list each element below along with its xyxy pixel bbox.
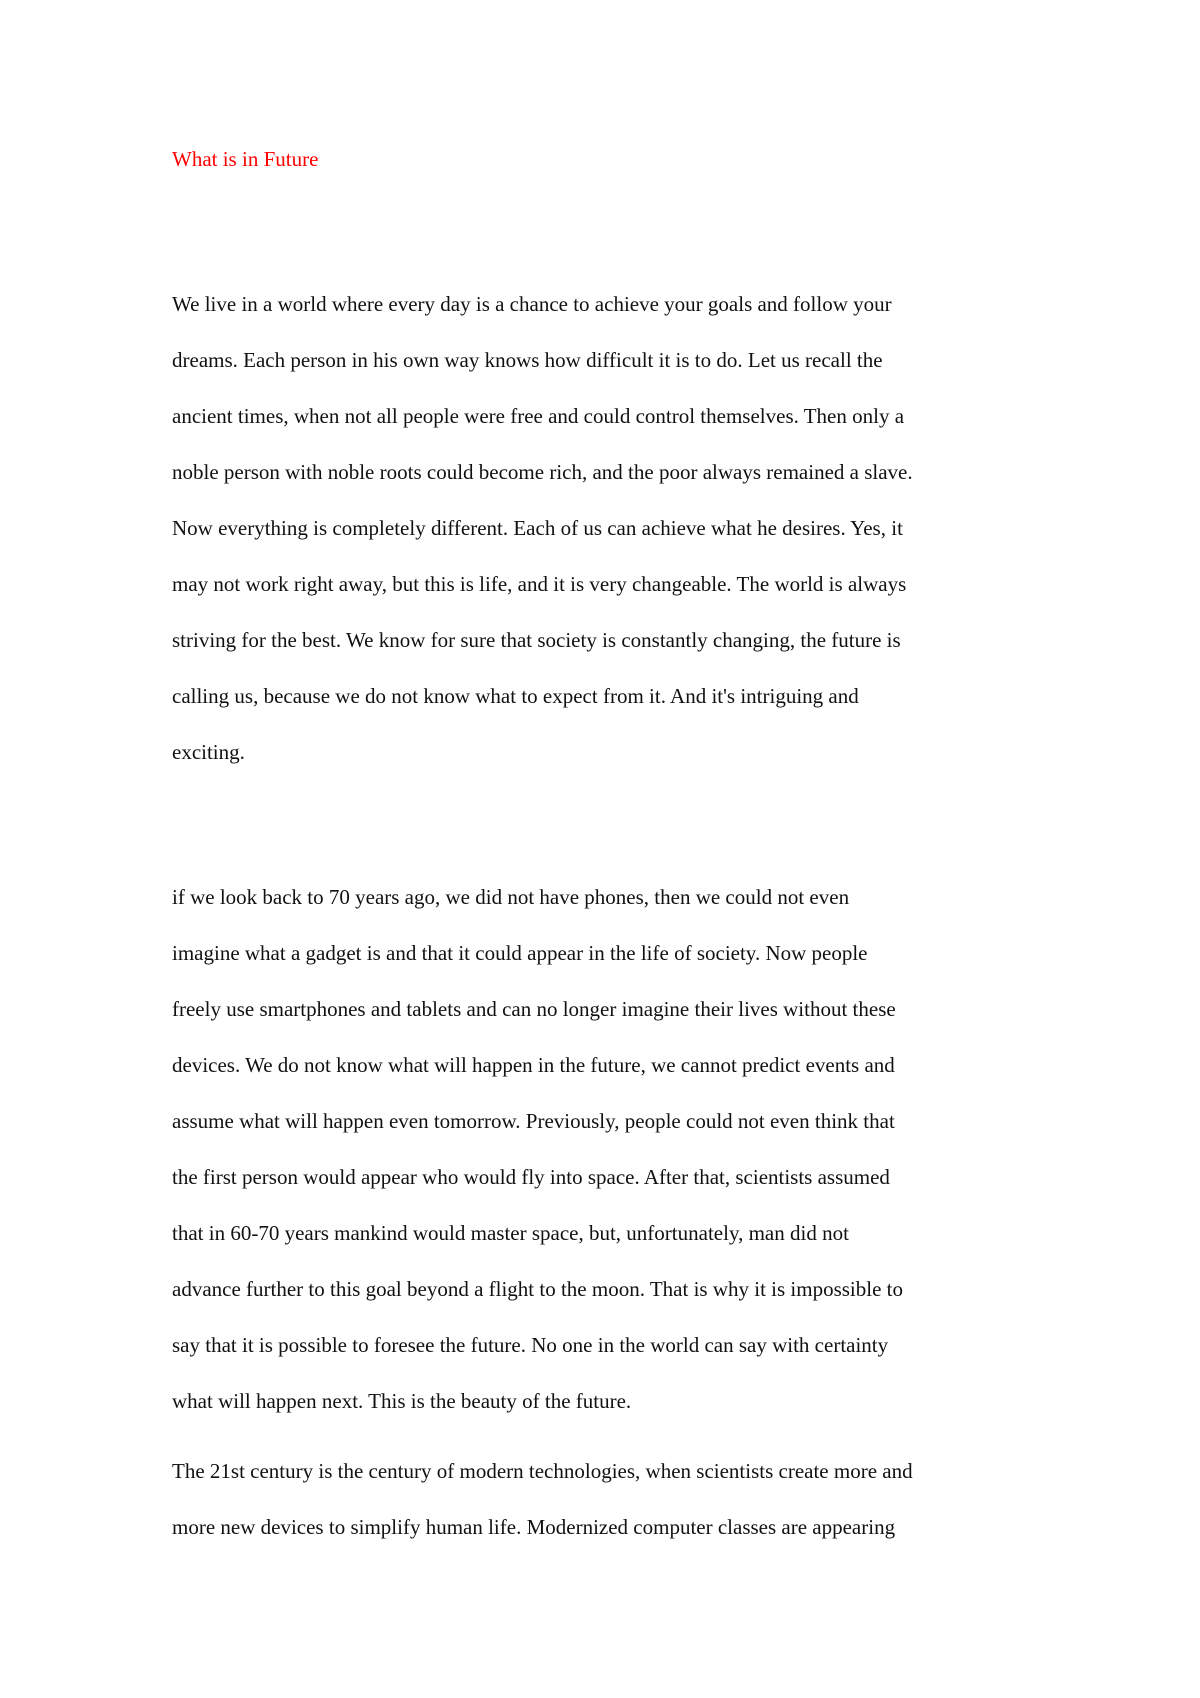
paragraph-line: imagine what a gadget is and that it could appear in the life of society. Now people [172, 941, 868, 965]
paragraph-line: the first person would appear who would fly into space. After that, scientists assumed [172, 1165, 890, 1189]
paragraph-line: noble person with noble roots could become rich, and the poor always remained a slave. [172, 460, 913, 484]
paragraph-line: if we look back to 70 years ago, we did not have phones, then we could not even [172, 885, 850, 909]
paragraph-line: devices. We do not know what will happen in the future, we cannot predict events and [172, 1053, 895, 1077]
paragraph-line: We live in a world where every day is a chance to achieve your goals and follow your [172, 292, 892, 316]
paragraph-line: freely use smartphones and tablets and can no longer imagine their lives without these [172, 997, 896, 1021]
paragraph-line: more new devices to simplify human life. Modernized computer classes are appearing [172, 1515, 896, 1539]
paragraph-line: dreams. Each person in his own way knows how difficult it is to do. Let us recall the [172, 348, 883, 372]
paragraph-line: ancient times, when not all people were free and could control themselves. Then only a [172, 404, 905, 428]
paragraph-line: assume what will happen even tomorrow. Previously, people could not even think that [172, 1109, 895, 1133]
paragraph-line: The 21st century is the century of modern technologies, when scientists create more and [172, 1459, 913, 1483]
paragraph-line: say that it is possible to foresee the future. No one in the world can say with certainty [172, 1333, 889, 1357]
paragraph-line: striving for the best. We know for sure that society is constantly changing, the future is [172, 628, 901, 652]
paragraph-line: calling us, because we do not know what to expect from it. And it's intriguing and [172, 684, 859, 708]
paragraph-line: may not work right away, but this is life, and it is very changeable. The world is always [172, 572, 907, 596]
paragraph-line: Now everything is completely different. Each of us can achieve what he desires. Yes, it [172, 516, 903, 540]
document-title: What is in Future [172, 147, 319, 171]
paragraph-line: exciting. [172, 740, 245, 764]
paragraph-line: that in 60-70 years mankind would master space, but, unfortunately, man did not [172, 1221, 849, 1245]
paragraph-line: what will happen next. This is the beauty of the future. [172, 1389, 632, 1413]
paragraph-line: advance further to this goal beyond a flight to the moon. That is why it is impossible to [172, 1277, 904, 1301]
